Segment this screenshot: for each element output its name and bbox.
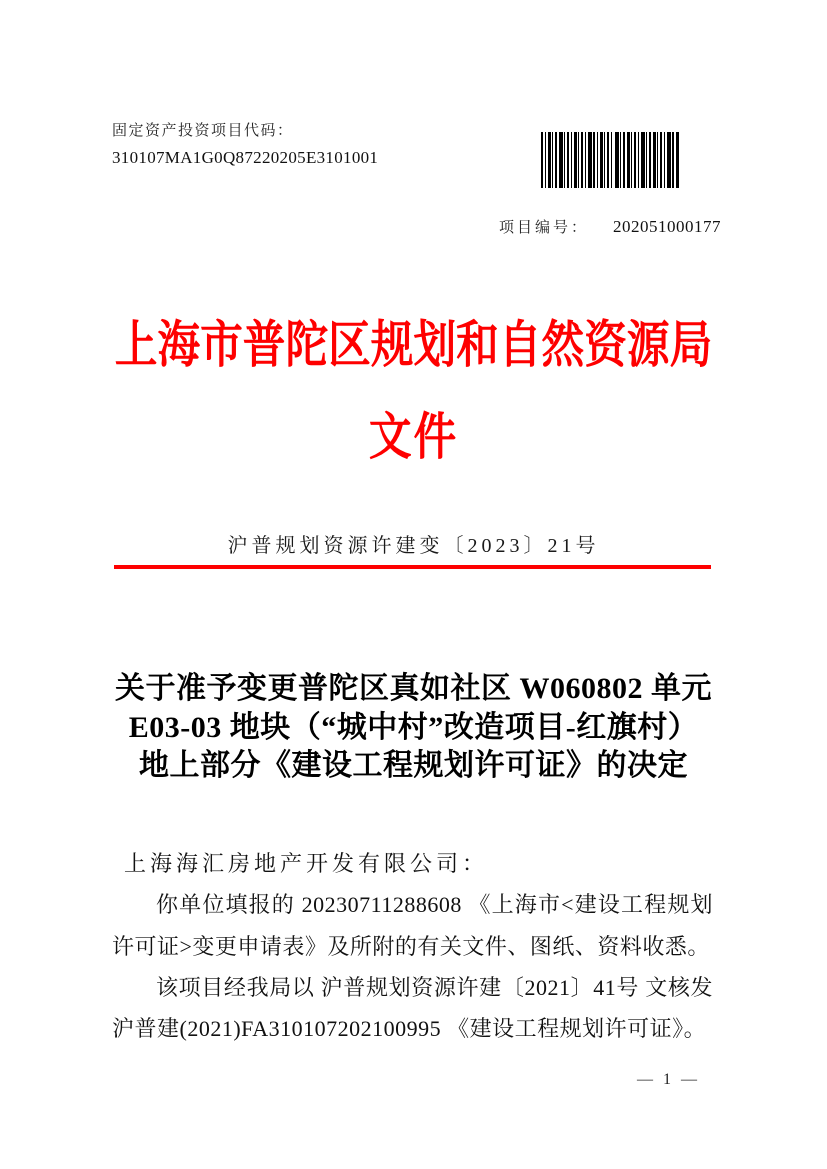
project-number-label: 项目编号：: [499, 220, 590, 236]
body-line: 许可证>变更申请表》及所附的有关文件、图纸、资料收悉。: [112, 933, 710, 959]
document-reference-number: 沪普规划资源许建变〔2023〕21号: [227, 535, 600, 557]
masthead-title-line1: 上海市普陀区规划和自然资源局: [114, 317, 713, 374]
body-text: [112, 843, 713, 1049]
subject-line1: 关于准予变更普陀区真如社区 W060802 单元: [115, 672, 712, 705]
subject-heading: [0, 670, 827, 786]
project-number-row: [499, 216, 721, 237]
barcode-icon: [541, 132, 679, 188]
project-number-value: 202051000177: [613, 217, 722, 236]
subject-line3: 地上部分《建设工程规划许可证》的决定: [139, 749, 688, 782]
body-line: 沪普建(2021)FA310107202100995 《建设工程规划许可证》。: [112, 1016, 707, 1042]
fixed-asset-code-block: [112, 119, 378, 168]
page-number: — 1 —: [637, 1071, 700, 1088]
fixed-asset-code-label: 固定资产投资项目代码：: [112, 123, 294, 139]
red-divider-line: [114, 565, 711, 569]
fixed-asset-code-value: 310107MA1G0Q87220205E3101001: [112, 148, 379, 167]
body-line: 该项目经我局以 沪普规划资源许建〔2021〕41号 文核发: [156, 974, 713, 1000]
salutation-line: 上海海汇房地产开发有限公司：: [124, 851, 489, 876]
masthead-title-line2: 文件: [368, 409, 459, 466]
body-line: 你单位填报的 20230711288608 《上海市<建设工程规划: [156, 892, 713, 918]
subject-line2: E03-03 地块（“城中村”改造项目-红旗村）: [128, 710, 699, 744]
